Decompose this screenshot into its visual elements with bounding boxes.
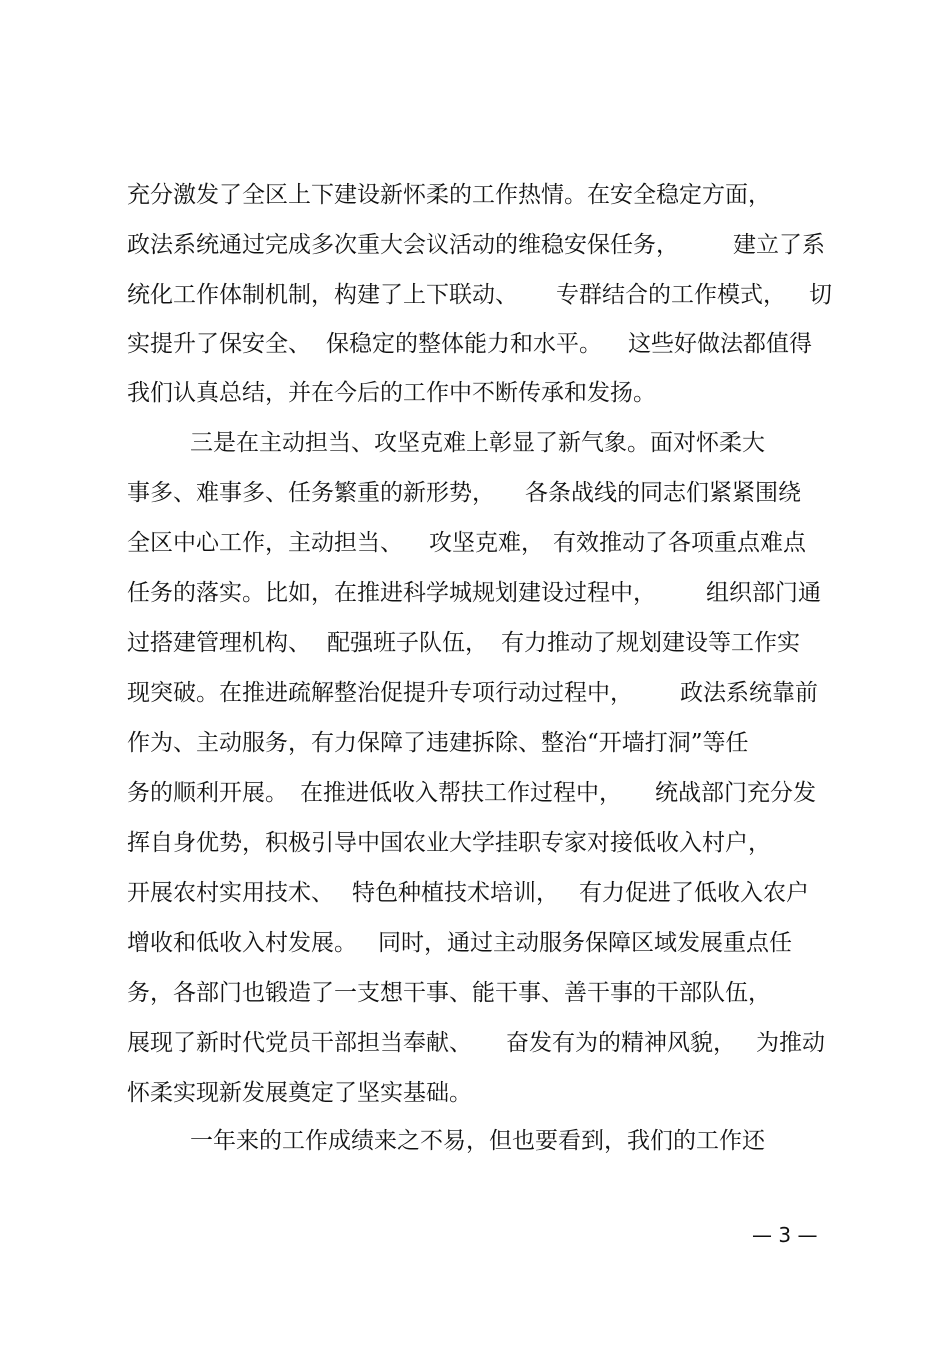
text-segment: 过搭建管理机构、	[127, 630, 311, 656]
text-segment: 我们认真总结，并在今后的工作中不断传承和发扬。	[127, 380, 656, 406]
text-segment: 保稳定的整体能力和水平。	[326, 331, 602, 357]
text-line	[0, 776, 950, 810]
text-segment: 全区中心工作，主动担当、	[127, 530, 403, 556]
text-segment: 务，各部门也锻造了一支想干事、能干事、善干事的干部队伍，	[127, 980, 771, 1006]
text-segment: 有力促进了低收入农户	[579, 880, 809, 906]
text-segment: 开展农村实用技术、	[127, 880, 334, 906]
text-segment: 挥自身优势，积极引导中国农业大学挂职专家对接低收入村户，	[127, 830, 771, 856]
text-segment: 三是在主动担当、攻坚克难上彰显了新气象。面对怀柔大	[190, 430, 765, 456]
text-segment: 切	[809, 282, 832, 308]
text-segment: 政法系统靠前	[680, 680, 818, 706]
text-line	[0, 178, 950, 212]
text-line	[0, 476, 950, 510]
text-segment: 现突破。在推进疏解整治促提升专项行动过程中，	[127, 680, 633, 706]
text-segment: 任务的落实。比如，在推进科学城规划建设过程中，	[127, 580, 656, 606]
text-segment: 实提升了保安全、	[127, 331, 311, 357]
text-line	[0, 278, 950, 312]
text-line	[0, 327, 950, 361]
text-line	[0, 826, 950, 860]
text-segment: 攻坚克难，	[429, 530, 544, 556]
text-segment: 怀柔实现新发展奠定了坚实基础。	[127, 1080, 472, 1106]
text-segment: 作为、主动服务，有力保障了违建拆除、整治“开墙打洞”等任	[127, 730, 749, 756]
text-segment: 务的顺利开展。	[127, 780, 288, 806]
text-line	[0, 626, 950, 660]
text-line	[0, 726, 950, 760]
text-segment: 配强班子队伍，	[327, 630, 488, 656]
text-line	[0, 526, 950, 560]
text-line	[0, 1076, 950, 1110]
text-segment: 有效推动了各项重点难点	[553, 530, 806, 556]
text-segment: 为推动	[756, 1030, 825, 1056]
text-line	[0, 876, 950, 910]
text-segment: 奋发有为的精神风貌，	[506, 1030, 736, 1056]
text-line	[0, 426, 950, 460]
text-segment: 展现了新时代党员干部担当奉献、	[127, 1030, 472, 1056]
text-line	[0, 676, 950, 710]
text-segment: 各条战线的同志们紧紧围绕	[525, 480, 801, 506]
text-line	[0, 976, 950, 1010]
text-segment: 有力推动了规划建设等工作实	[501, 630, 800, 656]
text-segment: 充分激发了全区上下建设新怀柔的工作热情。在安全稳定方面，	[127, 182, 771, 208]
page-number: — 3 —	[752, 1223, 818, 1247]
text-segment: 增收和低收入村发展。	[127, 930, 357, 956]
text-line	[0, 926, 950, 960]
text-line	[0, 1124, 950, 1158]
text-segment: 专群结合的工作模式，	[556, 282, 786, 308]
text-segment: 一年来的工作成绩来之不易，但也要看到，我们的工作还	[190, 1128, 765, 1154]
text-line	[0, 228, 950, 262]
text-segment: 统化工作体制机制，构建了上下联动、	[127, 282, 518, 308]
text-segment: 组织部门通	[706, 580, 821, 606]
text-line	[0, 1026, 950, 1060]
text-segment: 在推进低收入帮扶工作过程中，	[300, 780, 622, 806]
text-line	[0, 376, 950, 410]
text-segment: 事多、难事多、任务繁重的新形势，	[127, 480, 495, 506]
text-line	[0, 576, 950, 610]
text-segment: 统战部门充分发	[655, 780, 816, 806]
text-segment: 特色种植技术培训，	[352, 880, 559, 906]
text-segment: 建立了系	[733, 232, 825, 258]
text-segment: 政法系统通过完成多次重大会议活动的维稳安保任务，	[127, 232, 679, 258]
text-segment: 这些好做法都值得	[628, 331, 812, 357]
text-segment: 同时，通过主动服务保障区域发展重点任	[378, 930, 792, 956]
